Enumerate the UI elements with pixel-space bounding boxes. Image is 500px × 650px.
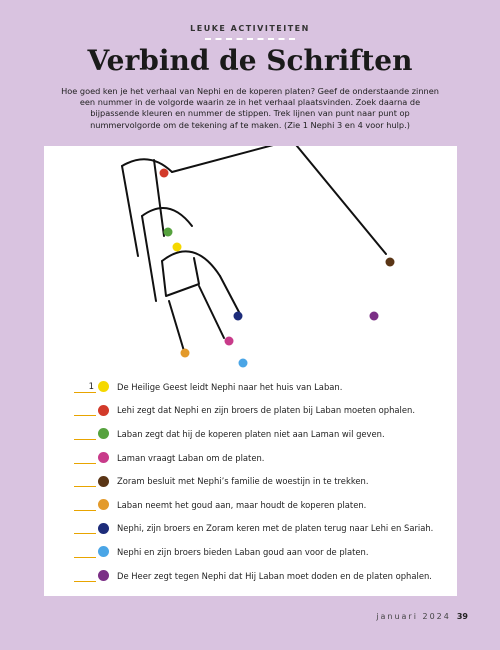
color-bullet — [98, 452, 109, 463]
number-blank[interactable] — [74, 499, 96, 511]
dot-yellow — [173, 243, 182, 252]
sentence-text: Lehi zegt dat Nephi en zijn broers de platen bij Laban moeten ophalen. — [117, 405, 415, 416]
scroll-lower-leg-right — [199, 286, 224, 338]
scroll-middle-curl — [142, 208, 192, 226]
color-bullet — [98, 405, 109, 416]
list-item — [74, 493, 444, 517]
number-blank[interactable] — [74, 404, 96, 416]
number-blank[interactable] — [74, 428, 96, 440]
dot-purple — [370, 312, 379, 321]
scroll-lower-leg-left — [169, 301, 184, 351]
dot-orange — [181, 349, 190, 358]
activity-panel — [44, 146, 457, 596]
sentence-text: Nephi en zijn broers bieden Laban goud aan voor de platen. — [117, 546, 369, 557]
issue-date: januari 2024 — [376, 612, 451, 621]
list-item — [74, 469, 444, 493]
number-blank[interactable]: 1 — [74, 381, 96, 393]
kicker: LEUKE ACTIVITEITEN — [190, 24, 310, 33]
number-blank[interactable] — [74, 570, 96, 582]
sentence-text: Laban zegt dat hij de koperen platen niet aan Laman wil geven. — [117, 428, 385, 439]
sentence-text: De Heer zegt tegen Nephi dat Hij Laban moet doden en de platen ophalen. — [117, 570, 432, 581]
color-bullet — [98, 476, 109, 487]
list-item — [74, 399, 444, 423]
list-item — [74, 540, 444, 564]
dots — [160, 169, 395, 368]
list-item — [74, 517, 444, 541]
color-bullet — [98, 570, 109, 581]
number-blank[interactable] — [74, 452, 96, 464]
scroll-lower-curl — [162, 251, 220, 276]
scroll-lower-edge — [220, 276, 240, 314]
number-blank[interactable] — [74, 522, 96, 534]
list-item — [74, 446, 444, 470]
dot-magenta — [225, 337, 234, 346]
dot-green — [164, 228, 173, 237]
list-item — [74, 564, 444, 588]
number-blank[interactable] — [74, 546, 96, 558]
list-item — [74, 422, 444, 446]
color-bullet — [98, 499, 109, 510]
color-bullet — [98, 428, 109, 439]
dot-brown — [386, 258, 395, 267]
drawing-line-top — [172, 146, 386, 254]
dot-lightblue — [239, 359, 248, 368]
number-blank[interactable] — [74, 475, 96, 487]
sentence-text: Nephi, zijn broers en Zoram keren met de platen terug naar Lehi en Sariah. — [117, 523, 434, 534]
sentence-text: De Heilige Geest leidt Nephi naar het huis van Laban. — [117, 381, 343, 392]
connect-dots-drawing[interactable] — [44, 146, 457, 371]
color-bullet — [98, 523, 109, 534]
sentence-text: Zoram besluit met Nephi’s familie de woestijn in te trekken. — [117, 476, 369, 487]
scroll-middle-rail — [142, 216, 156, 301]
sentence-list — [74, 375, 444, 587]
sentence-text: Laban neemt het goud aan, maar houdt de koperen platen. — [117, 499, 367, 510]
dot-red — [160, 169, 169, 178]
dot-navy — [234, 312, 243, 321]
sentence-text: Laman vraagt Laban om de platen. — [117, 452, 265, 463]
scroll-top-rail — [122, 166, 138, 256]
instructions: Hoe goed ken je het verhaal van Nephi en de koperen platen? Geef de onderstaande zinnen een nummer in de volgorde waarin ze in het verhaal plaatsvinden. Zoek daarna de bijpassende kleuren en nummer de stippen. Trek lijnen van punt naar punt op nummervolgorde om de tekening af te maken. (Zie 1 Nephi 3 en 4 voor hulp.) — [61, 86, 439, 130]
kicker-dashes — [205, 38, 295, 40]
color-bullet — [98, 546, 109, 557]
page-footer — [376, 612, 468, 621]
scroll-lower-box — [162, 258, 199, 296]
page-title: Verbind de Schriften — [87, 44, 413, 77]
color-bullet — [98, 381, 109, 392]
page-number: 39 — [456, 612, 468, 621]
list-item — [74, 375, 444, 399]
